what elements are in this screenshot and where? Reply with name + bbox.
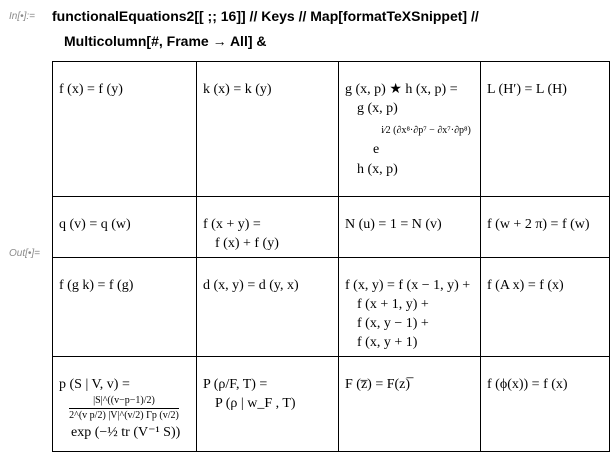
grid-cell (53, 62, 197, 197)
grid-cell (53, 357, 197, 452)
grid-row (53, 62, 610, 197)
equation-line (345, 118, 474, 160)
equation-line: p (S | V, v) = (59, 377, 130, 392)
grid-cell (339, 258, 481, 357)
equation: d (x, y) = d (y, x) (203, 278, 299, 293)
fraction-denominator: 2^(v p/2) |V|^(v/2) Γp (v/2) (69, 410, 179, 421)
equation: f (x) = f (y) (59, 82, 123, 97)
exponent-base: e (373, 142, 380, 157)
grid-row (53, 357, 610, 452)
equation-line: g (x, p) ★ h (x, p) = (345, 82, 458, 97)
equation-line: f (x, y + 1) (357, 335, 418, 350)
grid-cell (339, 197, 481, 258)
grid-row (53, 197, 610, 258)
equation-line: f (x, y − 1) + (357, 316, 429, 331)
input-cell-label: In[•]:= (9, 11, 36, 22)
fraction (59, 394, 190, 423)
grid-cell (53, 197, 197, 258)
equation: f (g k) = f (g) (59, 278, 134, 293)
equation-grid (52, 61, 610, 452)
equation: L (H′) = L (H) (487, 82, 567, 97)
exponent: i⁄2 (∂x⁸·∂p⁷ − ∂x⁷·∂p⁸) (381, 125, 471, 136)
grid-cell (481, 62, 610, 197)
grid-cell (339, 357, 481, 452)
grid-row (53, 258, 610, 357)
equation: f (A x) = f (x) (487, 278, 564, 293)
equation-line: P (ρ/F, T) = (203, 377, 268, 392)
grid-cell (481, 197, 610, 258)
equation: f (ϕ(x)) = f (x) (487, 377, 568, 392)
equation-line: f (x, y) = f (x − 1, y) + (345, 278, 471, 293)
input-code-line-2[interactable]: Multicolumn[#, Frame → All] & (64, 33, 267, 49)
grid-cell (197, 62, 339, 197)
equation: f (w + 2 π) = f (w) (487, 217, 590, 232)
equation: k (x) = k (y) (203, 82, 272, 97)
equation-line: f (x + y) = (203, 217, 261, 232)
output-cell-label: Out[•]= (9, 248, 41, 259)
equation-line: exp (−½ tr (V⁻¹ S)) (71, 425, 181, 440)
equation-line: f (x + 1, y) + (357, 297, 429, 312)
equation: F (z̅) = F(z)̅ (345, 377, 411, 392)
grid-cell (339, 62, 481, 197)
grid-cell (481, 258, 610, 357)
grid-cell (197, 357, 339, 452)
grid-cell (53, 258, 197, 357)
grid-cell (197, 197, 339, 258)
fraction-numerator: |S|^((v−p−1)/2) (69, 394, 179, 409)
equation-line: P (ρ | w_F , T) (215, 396, 296, 411)
grid-cell (197, 258, 339, 357)
equation: N (u) = 1 = N (v) (345, 217, 442, 232)
grid-cell (481, 357, 610, 452)
equation-line: f (x) + f (y) (215, 236, 279, 251)
input-code-line-1[interactable]: functionalEquations2[[ ;; 16]] // Keys // Map[formatTeXSnippet] // (52, 8, 479, 24)
equation: q (v) = q (w) (59, 217, 131, 232)
equation-line: g (x, p) (357, 101, 398, 116)
equation-line: h (x, p) (357, 162, 398, 177)
